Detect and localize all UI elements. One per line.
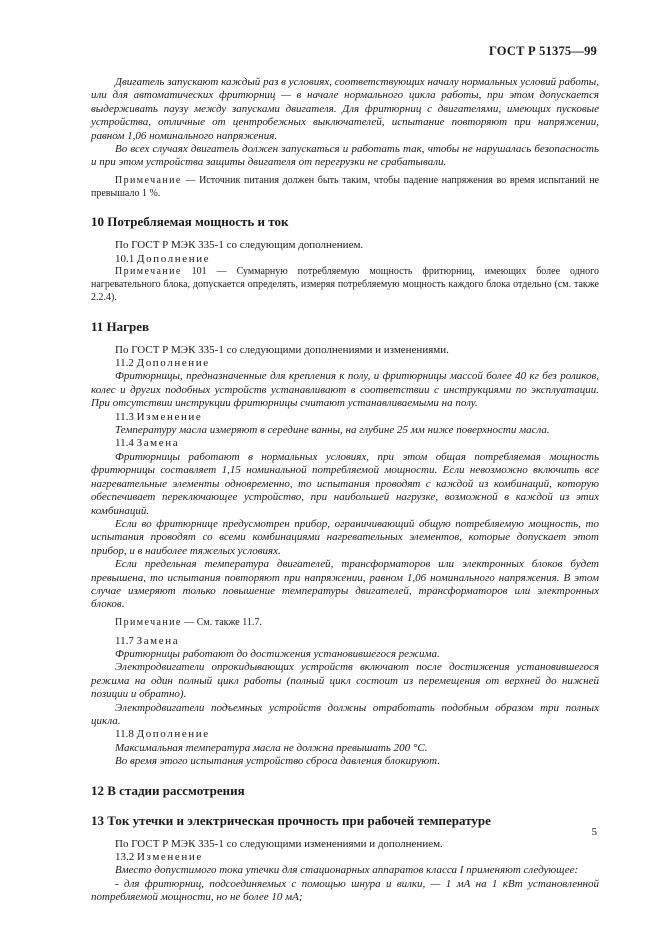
note-label: Примечание: [115, 266, 182, 278]
clause-11-3: [91, 411, 599, 424]
paragraph: Во время этого испытания устройство сброса давления блокируют.: [115, 755, 440, 768]
clause-type: Изменение: [137, 851, 203, 864]
paragraph: Электродвигатели подъемных устройств должны отработать подобным образом три полных цикла.: [91, 701, 599, 727]
note-text: 101 — Суммарную потребляемую мощность фритюрниц, имеющих более одного нагревательного блока, допускается определять, измеряя потребляемую мощность каждого блока отдельно (см. также 2.2.4).: [91, 266, 599, 303]
clause-number: 11.3: [115, 410, 137, 423]
clause-11-8: [91, 728, 599, 741]
paragraph: Максимальная температура масла не должна превышать 200 °С.: [115, 741, 428, 754]
paragraph: Во всех случаях двигатель должен запускаться и работать так, чтобы не нарушалась безопасность и при этом устройства защиты двигателя от перегрузки не срабатывали.: [91, 143, 599, 169]
note: [91, 617, 599, 630]
paragraph: Фритюрницы, предназначенные для крепления к полу, и фритюрницы массой более 40 кг без роликов, колес и других подобных устройств устанавливают в соответствии с инструкциями по эксплуатации. При отсутствии инструкции фритюрницы считают устанавливаемыми на полу.: [91, 370, 599, 410]
section-heading-13: 13 Ток утечки и электрическая прочность при рабочей температуре: [91, 812, 491, 828]
page-number: 5: [591, 826, 597, 838]
clause-11-2: [91, 357, 599, 370]
clause-number: 11.7: [115, 634, 137, 647]
section-heading-12: 12 В стадии рассмотрения: [91, 782, 245, 798]
paragraph: Фритюрницы работают в нормальных условиях, при этом общая потребляемая мощность фритюрницы составляет 1,15 номинальной потребляемой мощности. Если невозможно включить все нагревательные элементы одновременно, то испытания проводят с каждой из комбинаций, которую обеспечивает переключающее устройство, при наибольшей нагрузке, возможной в каждой из этих комбинаций.: [91, 450, 599, 517]
note-label: Примечание: [115, 174, 182, 186]
clause-number: 11.8: [115, 728, 137, 741]
section-intro: По ГОСТ Р МЭК 335-1 со следующими изменениями и дополнением.: [115, 837, 443, 850]
section-heading-10: 10 Потребляемая мощность и ток: [91, 214, 289, 230]
section-intro: По ГОСТ Р МЭК 335-1 со следующим дополнением.: [115, 239, 364, 252]
paragraph: Если предельная температура двигателей, трансформаторов или электронных блоков будет превышена, то испытания повторяют при напряжении, равном 1,06 номинального напряжения. В этом случае измеряют только повышение температуры двигателей, трансформаторов или электронных блоков.: [91, 558, 599, 611]
note-text: — Источник питания должен быть таким, чтобы падение напряжения во время испытаний не превышало 1 %.: [91, 174, 599, 199]
document-body: [91, 76, 599, 905]
paragraph: Температуру масла измеряют в середине ванны, на глубине 25 мм ниже поверхности масла.: [115, 424, 550, 437]
paragraph: - для фритюрниц, подсоединяемых с помощью шнура и вилки, — 1 мА на 1 кВт установленной потребляемой мощности, но не более 10 мА;: [91, 877, 599, 904]
note: [91, 175, 599, 201]
clause-type: Изменение: [136, 410, 203, 423]
paragraph: Вместо допустимого тока утечки для стационарных аппаратов класса I применяют следующее:: [115, 864, 579, 877]
section-heading-11: 11 Нагрев: [91, 318, 150, 334]
clause-10-1: [91, 253, 599, 266]
clause-type: Дополнение: [136, 357, 210, 370]
clause-number: 11.4: [115, 437, 137, 450]
clause-11-7: [91, 635, 599, 648]
clause-type: Дополнение: [136, 728, 210, 741]
clause-type: Дополнение: [137, 252, 211, 265]
paragraph: Электродвигатели опрокидывающих устройств включают после достижения установившегося режима на один полный цикл работы (полный цикл состоит из перемещения от верхней до нижней позиции и обратно).: [91, 661, 599, 701]
document-code-header: ГОСТ Р 51375—99: [488, 44, 597, 58]
paragraph: Если во фритюрнице предусмотрен прибор, ограничивающий общую потребляемую мощность, то испытания проводят со всеми комбинациями нагревательных элементов, которые допускает этот прибор, и в наиболее тяжелых условиях.: [91, 517, 599, 557]
clause-number: 13.2: [115, 851, 137, 864]
paragraph: Двигатель запускают каждый раз в условиях, соответствующих началу нормальных условий работы, или для автоматических фритюрниц — в начале нормального цикла работы, при этом допускается выдерживать паузу между запусками двигателя. Для фритюрниц с двигателями, имеющих пусковые устройства, отличные от центробежных выключателей, испытание повторяют при напряжении, равном 1,06 номинального напряжения.: [91, 76, 599, 142]
note-label: Примечание: [115, 616, 182, 628]
note: [91, 266, 599, 304]
section-intro: По ГОСТ Р МЭК 335-1 со следующими дополнениями и изменениями.: [115, 343, 449, 356]
clause-number: 11.2: [115, 357, 137, 370]
clause-type: Замена: [136, 634, 180, 647]
clause-type: Замена: [136, 437, 180, 450]
clause-13-2: [91, 851, 599, 864]
note-text: — См. также 11.7.: [181, 616, 262, 628]
paragraph: Фритюрницы работают до достижения установившегося режима.: [115, 647, 440, 660]
clause-11-4: [91, 437, 599, 450]
clause-number: 10.1: [115, 252, 137, 265]
